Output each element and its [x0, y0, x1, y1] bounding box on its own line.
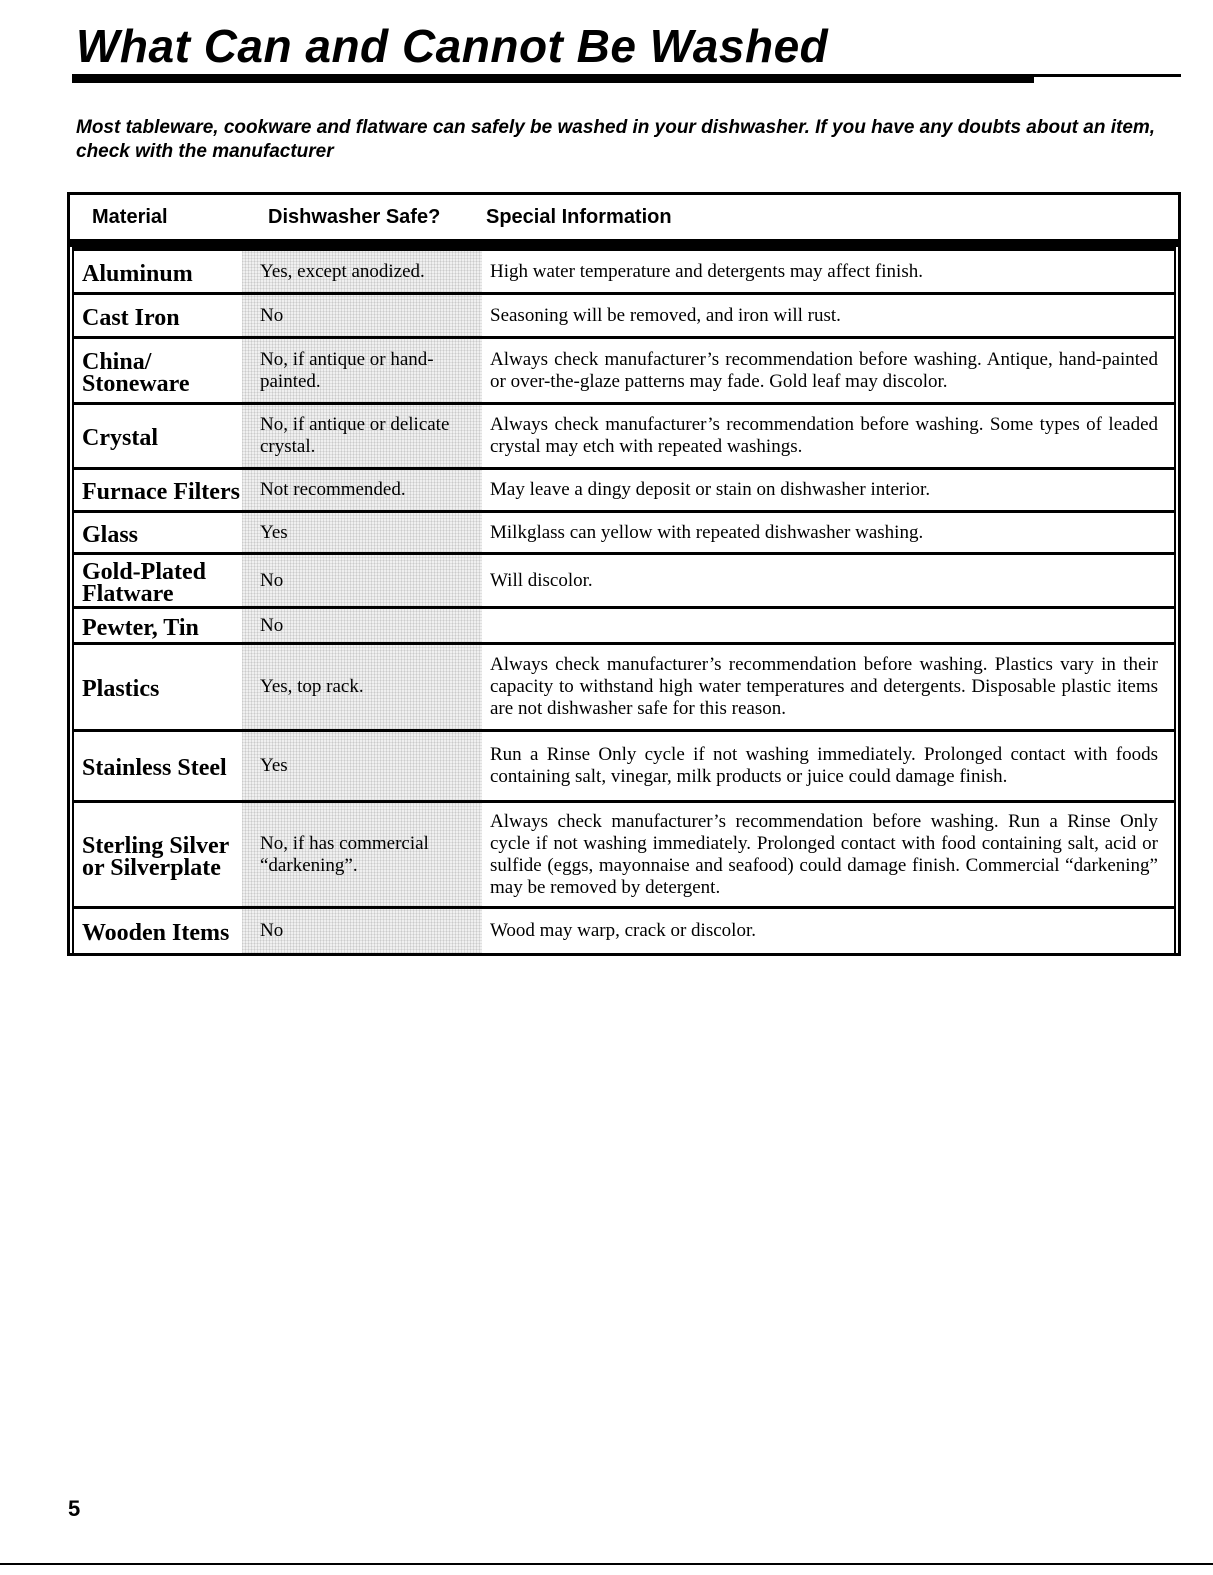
info-cell: Always check manufacturer’s recommendation before washing. Some types of leaded crystal may etch with repeated washings. [490, 414, 1158, 457]
info-cell: Run a Rinse Only cycle if not washing immediately. Prolonged contact with foods containing salt, vinegar, milk products or juice could damage finish. [490, 744, 1158, 787]
title-underline [72, 74, 1034, 83]
info-cell: Wood may warp, crack or discolor. [490, 920, 756, 941]
info-cell: Will discolor. [490, 569, 593, 591]
safe-cell: Yes [242, 732, 482, 800]
info-cell: Milkglass can yellow with repeated dishwasher washing. [490, 521, 924, 543]
table-row [72, 292, 1176, 336]
table-row [72, 906, 1176, 953]
safe-cell: Not recommended. [242, 470, 482, 510]
safe-cell: No [242, 295, 482, 336]
material-cell: Pewter, Tin [82, 614, 199, 641]
info-cell: Always check manufacturer’s recommendation before washing. Plastics vary in their capacity to withstand high water temperatures and detergents. Disposable plastic items are not dishwasher safe for this reason. [490, 654, 1158, 719]
title-underline-extension [1034, 74, 1181, 77]
safe-cell: No [242, 909, 482, 953]
intro-paragraph: Most tableware, cookware and flatware can safely be washed in your dishwasher. If you have any doubts about an item, check with the manufacturer [76, 117, 1156, 162]
page-title: What Can and Cannot Be Washed [76, 20, 829, 72]
footer-rule [0, 1563, 1213, 1565]
info-cell: Always check manufacturer’s recommendation before washing. Antique, hand-painted or over-the-glaze patterns may fade. Gold leaf may discolor. [490, 348, 1158, 392]
material-cell: Aluminum [82, 260, 193, 287]
table-row [72, 642, 1176, 729]
material-cell: Sterling Silver or Silverplate [82, 832, 229, 881]
safe-cell: No, if has commercial “darkening”. [242, 803, 482, 906]
table-row [72, 510, 1176, 552]
material-cell: Plastics [82, 676, 160, 702]
material-cell: Furnace Filters [82, 479, 240, 505]
table-row [72, 729, 1176, 800]
safe-cell: No [242, 609, 482, 642]
material-cell: Glass [82, 521, 139, 548]
safe-cell: Yes, except anodized. [242, 251, 482, 292]
info-cell: May leave a dingy deposit or stain on dishwasher interior. [490, 479, 931, 500]
table-row [72, 800, 1176, 906]
material-cell: China/ Stoneware [82, 348, 190, 397]
table-row [72, 336, 1176, 402]
table-row [72, 606, 1176, 642]
info-cell [482, 609, 1174, 642]
info-cell: Seasoning will be removed, and iron will rust. [490, 304, 841, 326]
material-cell: Gold-Plated Flatware [82, 558, 206, 607]
info-cell: Always check manufacturer’s recommendation before washing. Run a Rinse Only cycle if not washing immediately. Prolonged contact with food containing salt, acid or sulfide (eggs, mayonnaise and seafood) could damage finish. Commercial “darkening” may be removed by detergent. [490, 810, 1158, 898]
safe-cell: Yes [242, 513, 482, 552]
header-material: Material [92, 205, 168, 228]
info-cell: High water temperature and detergents may affect finish. [490, 260, 923, 282]
table-row [72, 552, 1176, 606]
header-dishwasher-safe: Dishwasher Safe? [268, 205, 441, 228]
header-divider [70, 239, 1178, 247]
table-row [72, 402, 1176, 467]
material-cell: Cast Iron [82, 304, 180, 331]
safe-cell: No [242, 555, 482, 606]
washability-table [67, 192, 1181, 956]
material-cell: Stainless Steel [82, 755, 227, 781]
safe-cell: Yes, top rack. [242, 645, 482, 729]
table-header-row [70, 195, 1178, 239]
header-special-information: Special Information [486, 205, 672, 228]
table-row [72, 467, 1176, 510]
safe-cell: No, if antique or delicate crystal. [242, 405, 482, 467]
safe-cell: No, if antique or hand-painted. [242, 339, 482, 402]
material-cell: Wooden Items [82, 920, 230, 946]
page-number: 5 [68, 1496, 81, 1521]
material-cell: Crystal [82, 425, 158, 451]
table-row [72, 247, 1176, 292]
